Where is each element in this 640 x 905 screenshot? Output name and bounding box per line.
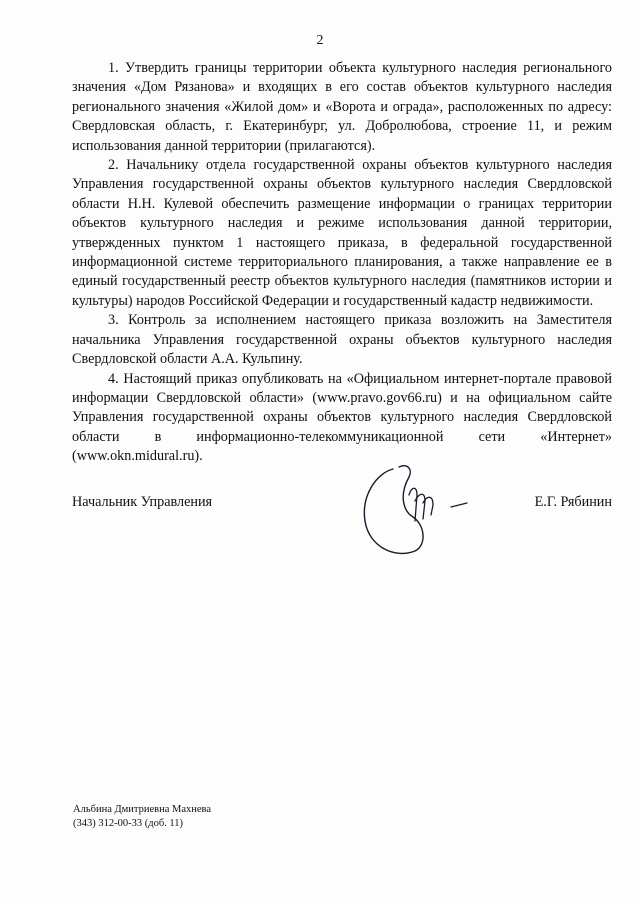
paragraph-2: 2. Начальнику отдела государственной охраны объектов культурного наследия Управления государственной охраны объектов культурного наследия Свердловской области Н.Н. Кулевой обеспечить размещение информации о границах территории объектов культурного наследия и режиме использования данной территории, утвержденных пунктом 1 настоящего приказа, в федеральной государственной информационной системе территориального планирования, а также направление ее в единый государственный реестр объектов культурного наследия (памятников истории и культуры) народов Российской Федерации и государственный кадастр недвижимости.	[72, 157, 612, 309]
executor-phone: (343) 312-00-33 (доб. 11)	[73, 818, 184, 829]
paragraph-4: 4. Настоящий приказ опубликовать на «Официальном интернет-портале правовой информации Свердловской области» (www.pravo.gov66.ru) и на официальном сайте Управления государственной охраны объектов культурного наследия Свердловской области в информационно-телекоммуникационной сети «Интернет» (www.okn.midural.ru).	[72, 370, 612, 465]
signature-block	[72, 494, 612, 514]
paragraph-1: 1. Утвердить границы территории объекта культурного наследия регионального значения «Дом Рязанова» и входящих в его состав объектов культурного наследия регионального значения «Жилой дом» и «Ворота и ограда», расположенных по адресу: Свердловская область, г. Екатеринбург, ул. Добролюбова, строение 11, и режим использования данной территории (прилагаются).	[72, 60, 612, 154]
handwritten-signature	[355, 455, 485, 575]
document-body	[72, 59, 612, 467]
executor-footer	[73, 803, 211, 831]
signatory-position: Начальник Управления	[72, 494, 213, 510]
signatory-name: Е.Г. Рябинин	[534, 494, 612, 510]
paragraph-3: 3. Контроль за исполнением настоящего приказа возложить на Заместителя начальника Управления государственной охраны объектов культурного наследия Свердловской области А.А. Кульпину.	[72, 312, 612, 368]
page-number: 2	[316, 33, 324, 48]
executor-name: Альбина Дмитриевна Махнева	[73, 804, 212, 815]
